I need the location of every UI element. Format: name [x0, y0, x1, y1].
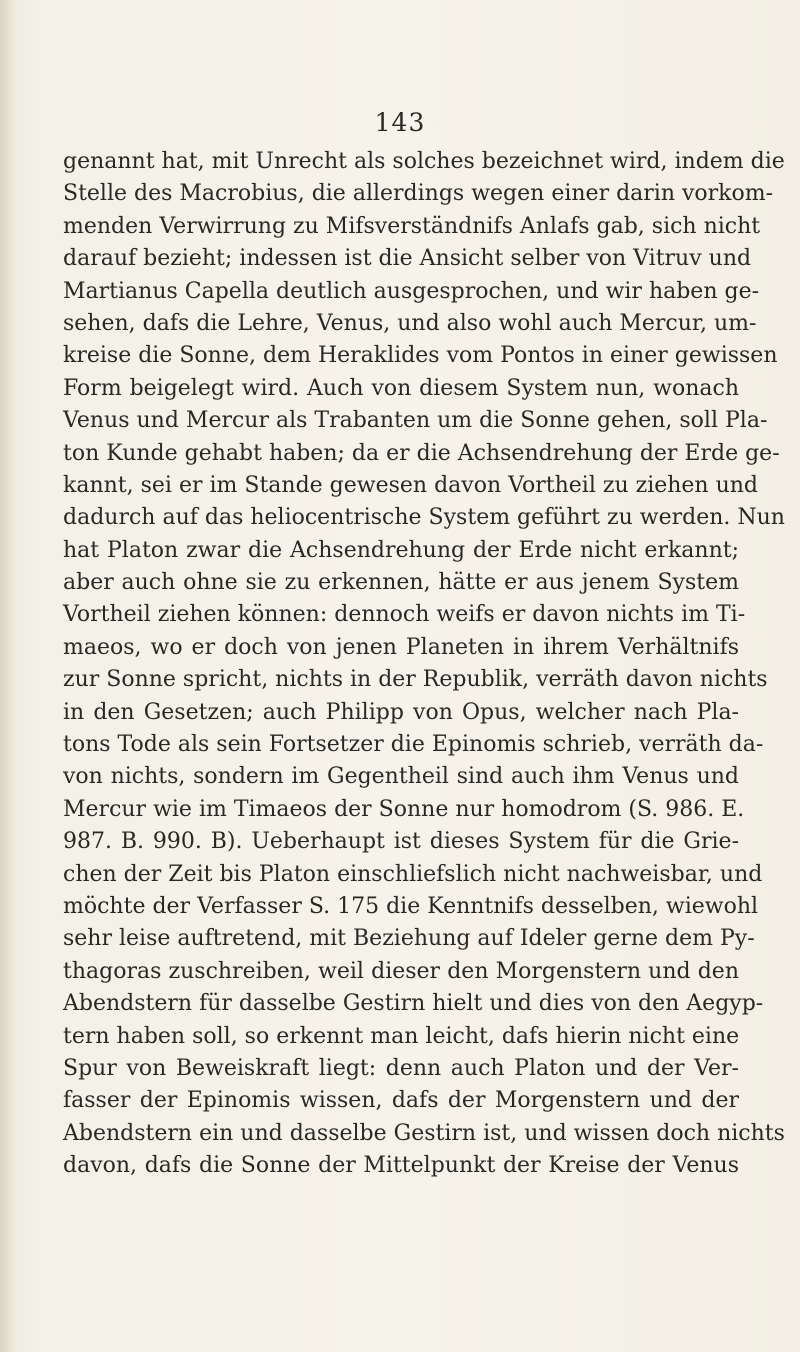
text-line: zur Sonne spricht, nichts in der Republik, verräth davon nichts	[63, 667, 768, 693]
text-line: Abendstern für dasselbe Gestirn hielt und dies von den Aegyp-	[63, 991, 764, 1017]
page-binding-edge	[0, 0, 16, 1352]
text-line: darauf bezieht; indessen ist die Ansicht selber von Vitruv und	[63, 246, 752, 272]
text-line: Mercur wie im Timaeos der Sonne nur homodrom (S. 986. E.	[63, 796, 745, 822]
text-line: in den Gesetzen; auch Philipp von Opus, welcher nach Pla-	[63, 699, 739, 725]
text-line: Vortheil ziehen können: dennoch weifs er davon nichts im Ti-	[63, 602, 746, 628]
text-line: aber auch ohne sie zu erkennen, hätte er aus jenem System	[63, 570, 739, 596]
text-line: tons Tode als sein Fortsetzer die Epinomis schrieb, verräth da-	[63, 732, 764, 758]
text-line: menden Verwirrung zu Mifsverständnifs Anlafs gab, sich nicht	[63, 213, 761, 239]
text-line: kreise die Sonne, dem Heraklides vom Pontos in einer gewissen	[63, 343, 778, 369]
text-line: ton Kunde gehabt haben; da er die Achsendrehung der Erde ge-	[63, 440, 780, 466]
text-line: chen der Zeit bis Platon einschliefslich nicht nachweisbar, und	[63, 861, 763, 887]
text-line: möchte der Verfasser S. 175 die Kenntnifs desselben, wiewohl	[63, 893, 759, 919]
text-line: 987. B. 990. B). Ueberhaupt ist dieses System für die Grie-	[63, 829, 739, 855]
text-line: kannt, sei er im Stande gewesen davon Vortheil zu ziehen und	[63, 472, 759, 498]
text-line: sehen, dafs die Lehre, Venus, und also wohl auch Mercur, um-	[63, 310, 757, 336]
text-line: tern haben soll, so erkennt man leicht, dafs hierin nicht eine	[63, 1023, 740, 1049]
text-line: Spur von Beweiskraft liegt: denn auch Platon und der Ver-	[63, 1055, 739, 1081]
text-line: maeos, wo er doch von jenen Planeten in ihrem Verhältnifs	[63, 634, 739, 660]
text-line: fasser der Epinomis wissen, dafs der Morgenstern und der	[63, 1088, 739, 1114]
text-line: davon, dafs die Sonne der Mittelpunkt der Kreise der Venus	[63, 1153, 739, 1179]
page-number: 143	[374, 108, 426, 137]
text-line: Stelle des Macrobius, die allerdings wegen einer darin vorkom-	[63, 181, 774, 207]
text-line: Form beigelegt wird. Auch von diesem System nun, wonach	[63, 375, 739, 401]
text-line: dadurch auf das heliocentrische System geführt zu werden. Nun	[63, 505, 785, 531]
text-line: Martianus Capella deutlich ausgesprochen, und wir haben ge-	[63, 278, 760, 304]
body-text	[63, 146, 785, 1183]
text-line: Abendstern ein und dasselbe Gestirn ist, und wissen doch nichts	[63, 1120, 785, 1146]
text-line: Venus und Mercur als Trabanten um die Sonne gehen, soll Pla-	[63, 408, 768, 434]
text-line: genannt hat, mit Unrecht als solches bezeichnet wird, indem die	[63, 149, 785, 174]
text-line: von nichts, sondern im Gegentheil sind auch ihm Venus und	[63, 764, 739, 790]
text-line: thagoras zuschreiben, weil dieser den Morgenstern und den	[63, 958, 739, 984]
text-line: sehr leise auftretend, mit Beziehung auf Ideler gerne dem Py-	[63, 926, 755, 952]
text-line: hat Platon zwar die Achsendrehung der Erde nicht erkannt;	[63, 537, 739, 563]
